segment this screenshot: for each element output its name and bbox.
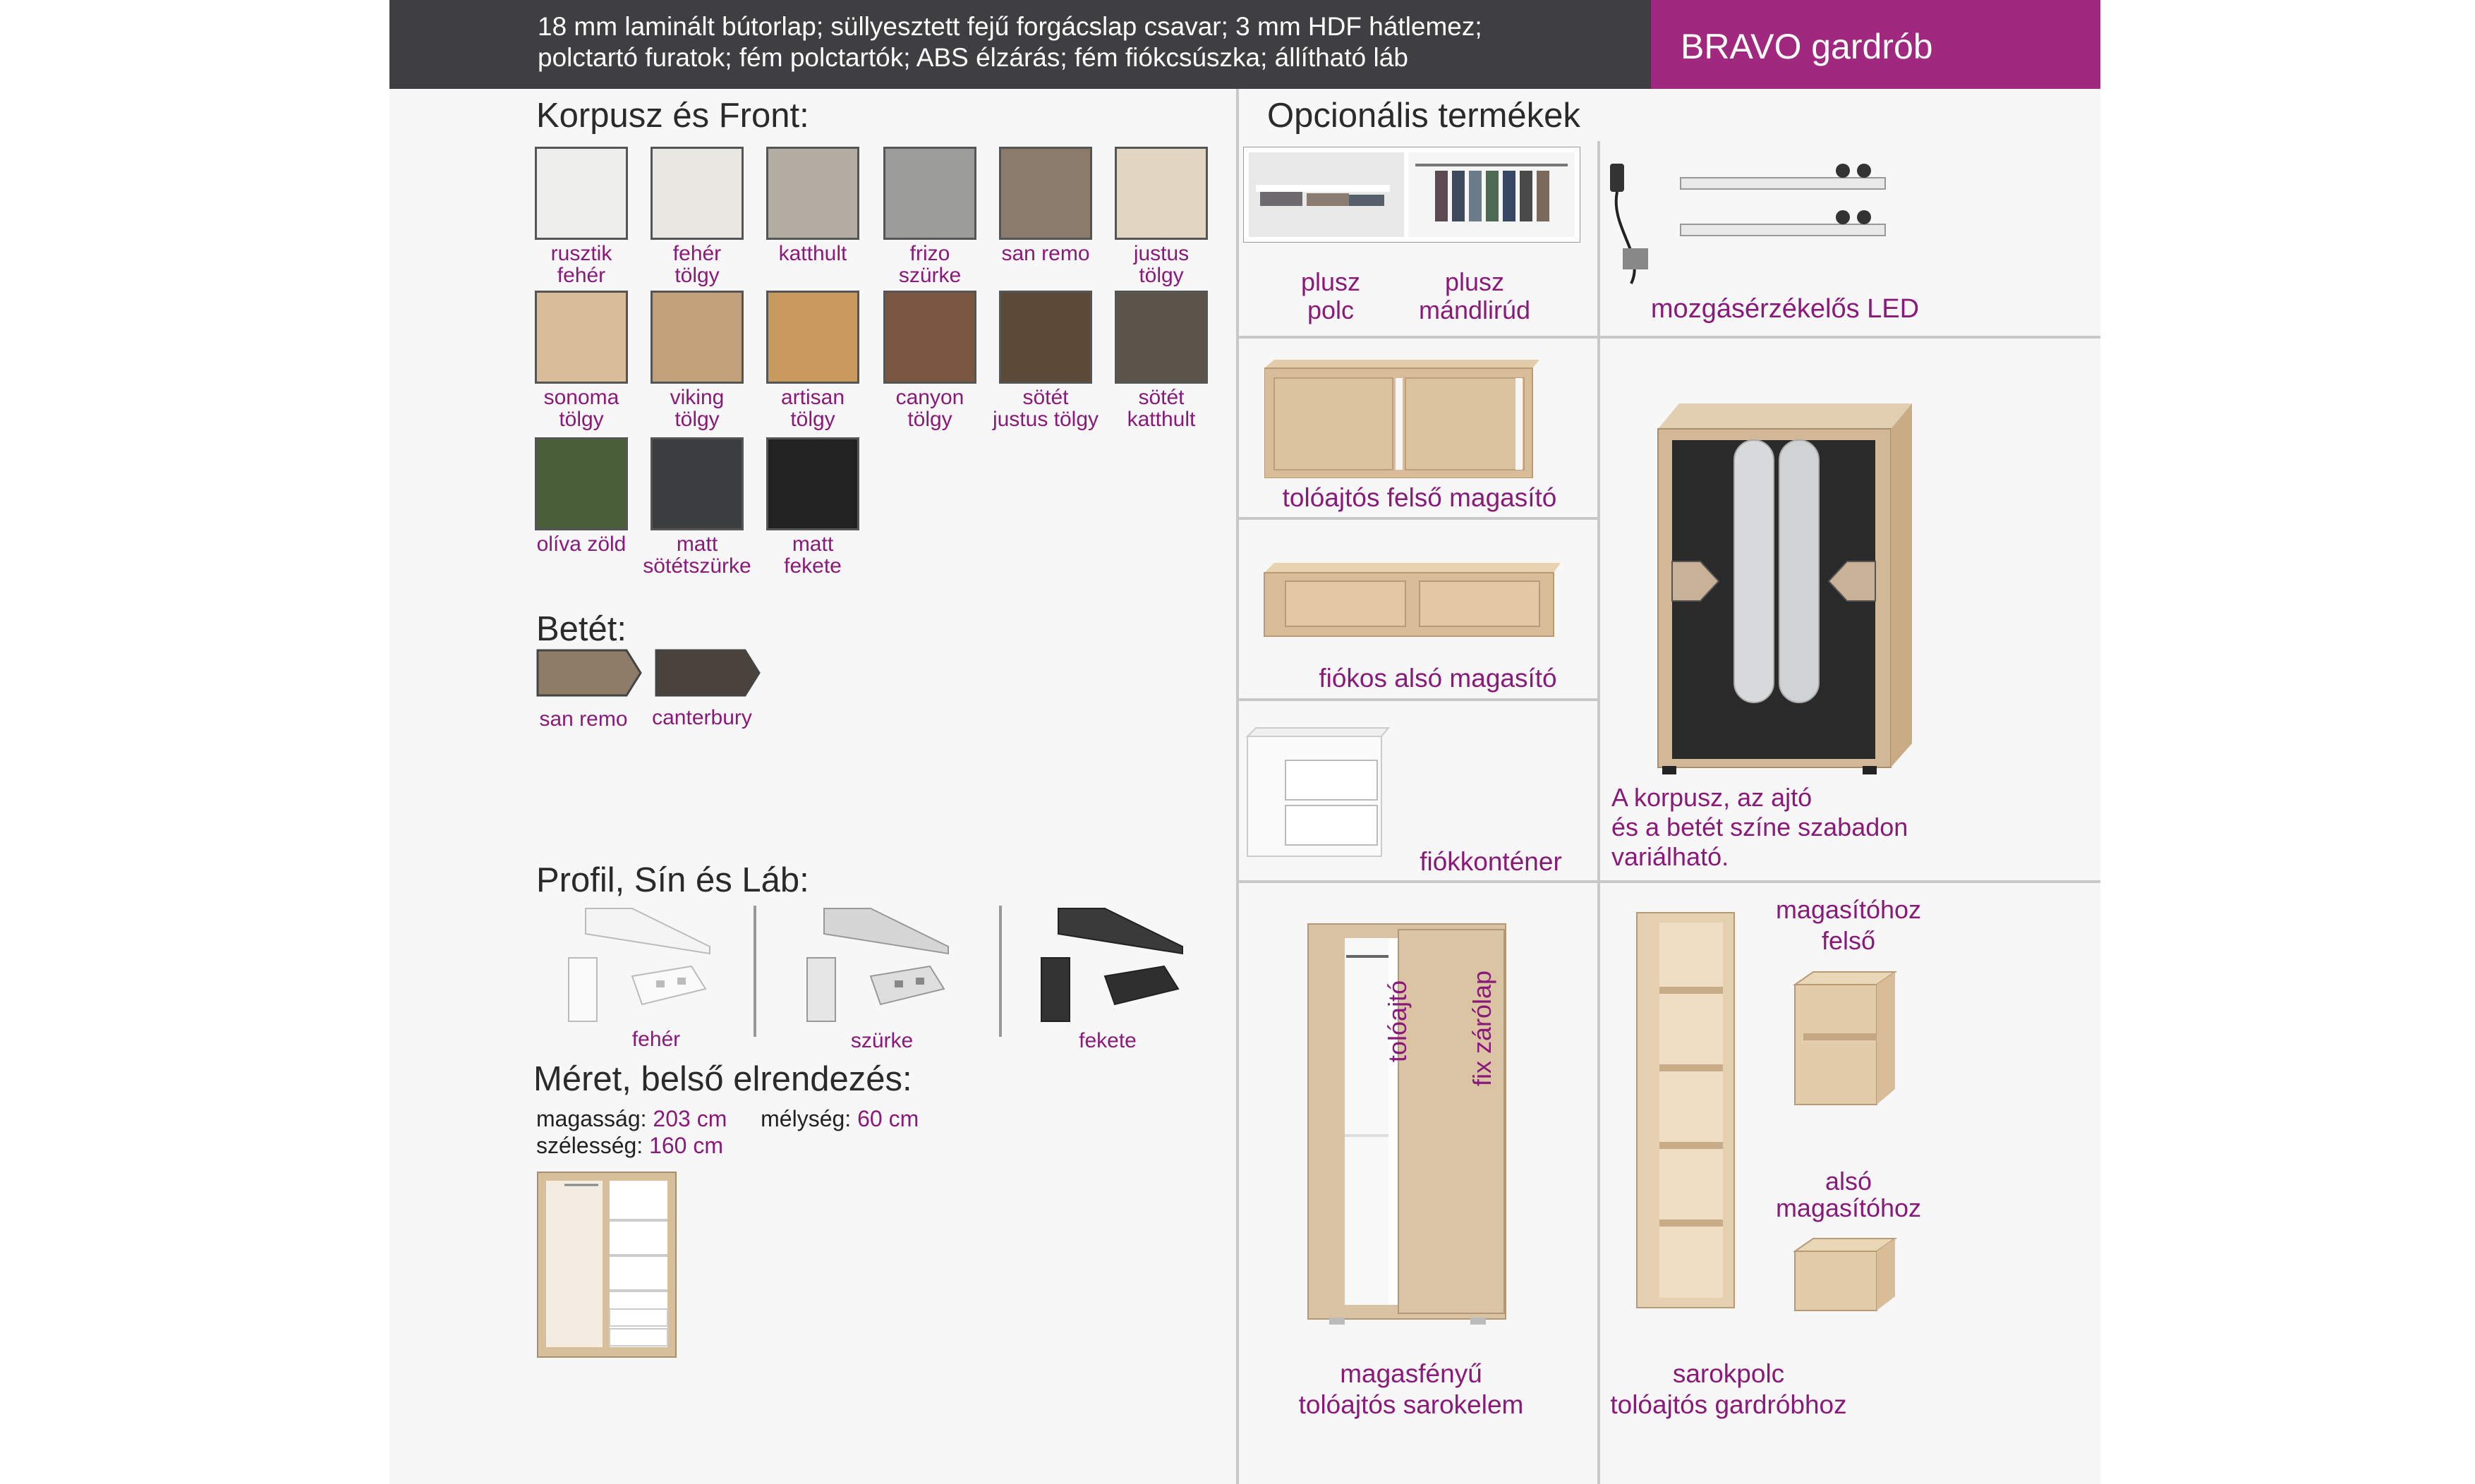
betet-canterbury-shape [655,649,761,698]
plus-rod-label-2: mándlirúd [1418,296,1531,324]
dimensions-row-1 [536,1105,919,1133]
betet-label-san-remo: san remo [539,707,628,731]
color-swatch [1115,147,1208,240]
top-extension-shelf-label [1764,894,1933,956]
swatch-label-line-1: canyon [895,386,964,409]
swatch-label-line-1: artisan [780,386,845,409]
color-swatch [999,147,1092,240]
variable-note [1611,783,1908,872]
row-divider-4 [1239,880,2100,883]
swatch-label-line-2: katthult [1127,408,1196,431]
color-swatch [650,291,744,384]
plus-rod-label-1: plusz [1444,267,1505,296]
swatch-label-line-1: olíva zöld [536,533,627,556]
swatch-label-line-1: matt [792,533,834,556]
top-extension-image [1264,358,1539,478]
top-extension-shelf-image [1792,969,1898,1107]
profil-sep-2 [999,906,1002,1037]
meret-title: Méret, belső elrendezés: [533,1060,912,1098]
row-divider-3 [1239,698,1597,701]
color-swatch [535,437,628,530]
swatch-label [1091,387,1232,430]
color-swatch [650,147,744,240]
color-swatch [883,147,976,240]
betet-title: Betét: [536,610,627,648]
spec-line-1: 18 mm laminált bútorlap; süllyesztett fejű forgácslap csavar; 3 mm HDF hátlemez; [538,12,1482,41]
drawer-base-label: fiókos alsó magasító [1319,664,1557,693]
corner-element-label-1: magasfényű [1340,1359,1482,1388]
swatch-label-line-1: sötét [1138,386,1185,409]
plus-shelf-rod-image [1243,147,1580,243]
drawer-base-image [1257,557,1561,642]
plus-shelf-label-1: plusz [1300,267,1361,296]
color-swatch [999,291,1092,384]
plus-rod-label [1404,268,1545,324]
plus-shelf-label [1288,268,1373,324]
corner-shelf-label-1: sarokpolc [1672,1359,1785,1388]
swatch-label-line-2: sötétszürke [643,554,751,578]
swatch-label-line-2: tölgy [1139,264,1184,287]
height-value: 203 cm [653,1106,727,1131]
inner-layout-image [536,1171,677,1358]
bottom-extension-shelf-label-1: alsó [1825,1167,1872,1196]
profile-black-icon [1037,906,1192,1026]
swatch-label-line-2: tölgy [559,408,604,431]
height-label: magasság: [536,1106,647,1131]
bottom-extension-shelf-label [1764,1168,1933,1222]
led-label: mozgásérzékelős LED [1650,294,1920,324]
top-extension-shelf-label-2: felső [1821,926,1876,955]
corner-shelf-label-2: tolóajtós gardróbhoz [1610,1390,1847,1419]
depth-label: mélység: [761,1106,852,1131]
profile-black-label: fekete [1079,1029,1137,1052]
row-divider-1 [1239,336,2100,339]
corner-element-label-2: tolóajtós sarokelem [1298,1390,1524,1419]
depth-value: 60 cm [857,1106,919,1131]
swatch-label-line-2: tölgy [674,264,720,287]
color-swatch [650,437,744,530]
bottom-extension-shelf-image [1792,1236,1898,1313]
variable-note-line-3: variálható. [1611,842,1729,871]
sliding-door-callout: tolóajtó [1383,980,1412,1062]
swatch-label-line-1: fehér [672,242,722,265]
top-extension-shelf-label-1: magasítóhoz [1775,895,1922,924]
top-extension-label: tolóajtós felső magasító [1282,483,1557,512]
row-divider-2 [1239,517,1597,520]
color-swatch [535,291,628,384]
color-swatch [1115,291,1208,384]
swatch-label-line-1: katthult [778,242,847,265]
spec-text [538,11,1638,73]
color-swatch [535,147,628,240]
korpusz-title: Korpusz és Front: [536,97,809,135]
swatch-label [742,533,883,577]
wardrobe-main-image [1651,398,1919,779]
color-swatch [766,437,859,530]
swatch-label [1091,243,1232,286]
swatch-label-line-1: frizo [909,242,950,265]
corner-shelf-image [1631,906,1744,1315]
swatch-label-line-2: tölgy [674,408,720,431]
color-swatch [883,291,976,384]
swatch-label-line-2: fekete [784,554,842,578]
swatch-label-line-1: sötét [1022,386,1069,409]
variable-note-line-1: A korpusz, az ajtó [1611,783,1813,812]
variable-note-line-2: és a betét színe szabadon [1611,813,1908,841]
swatch-label-line-1: justus [1133,242,1190,265]
betet-label-canterbury: canterbury [652,706,752,729]
swatch-label-line-2: fehér [557,264,606,287]
swatch-label-line-2: tölgy [790,408,835,431]
profil-title: Profil, Sín és Láb: [536,861,809,899]
swatch-label-line-1: san remo [1001,242,1090,265]
color-swatch [766,147,859,240]
drawer-container-image [1243,725,1391,859]
betet-san-remo-shape [536,649,642,698]
main-divider [1236,89,1239,1484]
spec-line-2: polctartó furatok; fém polctartók; ABS élzárás; fém fiókcsúszka; állítható láb [538,43,1408,72]
optional-title: Opcionális termékek [1267,97,1580,135]
color-swatch [766,291,859,384]
width-label: szélesség: [536,1133,643,1158]
plus-shelf-label-2: polc [1307,296,1355,324]
swatch-label-line-2: justus tölgy [992,408,1099,431]
profile-grey-icon [803,906,958,1026]
corner-element-label [1249,1358,1573,1421]
profile-grey-label: szürke [850,1029,914,1052]
width-value: 160 cm [649,1133,724,1158]
profile-white-label: fehér [631,1028,681,1051]
product-title: BRAVO gardrób [1681,27,1933,66]
swatch-label-line-1: sonoma [543,386,619,409]
bottom-extension-shelf-label-2: magasítóhoz [1775,1193,1922,1222]
fixed-panel-callout: fix zárólap [1468,970,1496,1086]
swatch-label-line-2: szürke [898,264,962,287]
dimensions-row-2 [536,1131,723,1160]
profile-white-icon [564,906,720,1026]
corner-shelf-label [1566,1358,1891,1421]
drawer-container-label: fiókkonténer [1420,847,1562,876]
profil-sep-1 [754,906,756,1037]
swatch-label-line-1: viking [670,386,725,409]
led-image [1603,150,1899,291]
swatch-label-line-2: tölgy [907,408,952,431]
swatch-label-line-1: rusztik [550,242,612,265]
right-divider [1597,141,1600,1484]
swatch-label-line-1: matt [676,533,718,556]
